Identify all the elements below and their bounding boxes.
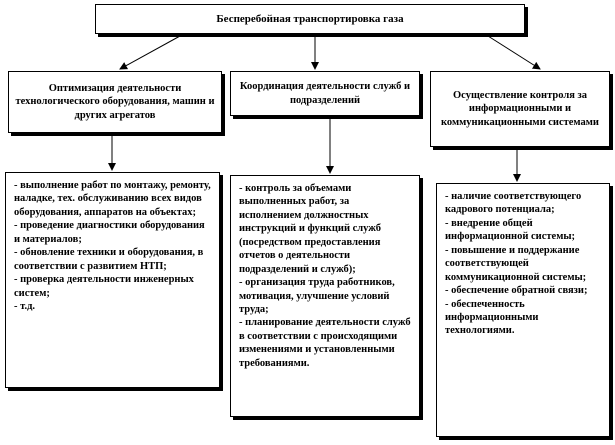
details-optimization	[5, 172, 220, 388]
detail-item: - организация труда работников, мотивация, улучшение условий труда;	[239, 277, 395, 315]
detail-item: - внедрение общей информационной системы;	[445, 217, 576, 243]
arrow-top-to-left	[120, 36, 180, 69]
detail-item: - повышение и поддержание соответствующей коммуникационной системы;	[445, 244, 587, 283]
category-optimization: Оптимизация деятельности технологического оборудования, машин и других агрегатов	[8, 71, 222, 133]
detail-item: - проведение диагностики оборудования и материалов;	[14, 220, 205, 245]
detail-item: - наличие соответствующего кадрового потенциала;	[445, 191, 582, 216]
details-coordination	[230, 175, 420, 417]
arrow-top-to-right	[488, 36, 540, 69]
detail-item: - обеспеченность информационными технологиями.	[445, 298, 539, 337]
detail-item: - контроль за объемами выполненных работ, за исполнением должностных инструкций и функций служб (посредством предоставления отчетов о деятельности подразделений и служб);	[239, 183, 382, 275]
detail-item: - обновление техники и оборудования, в соответствии с развитием НТП;	[14, 247, 204, 272]
diagram-title: Бесперебойная транспортировка газа	[95, 4, 525, 34]
detail-item: - проверка деятельности инженерных систем;	[14, 274, 194, 299]
detail-item: - т.д.	[14, 300, 36, 312]
category-control: Осуществление контроля за информационными и коммуникационными системами	[430, 71, 610, 147]
details-control	[436, 183, 610, 437]
detail-item: - выполнение работ по монтажу, ремонту, наладке, тех. обслуживанию всех видов оборудования, аппаратов на объектах;	[14, 180, 211, 218]
category-coordination: Координация деятельности служб и подразделений	[230, 71, 420, 116]
detail-item: - обеспечение обратной связи;	[445, 285, 588, 297]
detail-item: - планирование деятельности служб в соответствии с происходящими изменениями и установленными требованиями.	[239, 317, 411, 369]
